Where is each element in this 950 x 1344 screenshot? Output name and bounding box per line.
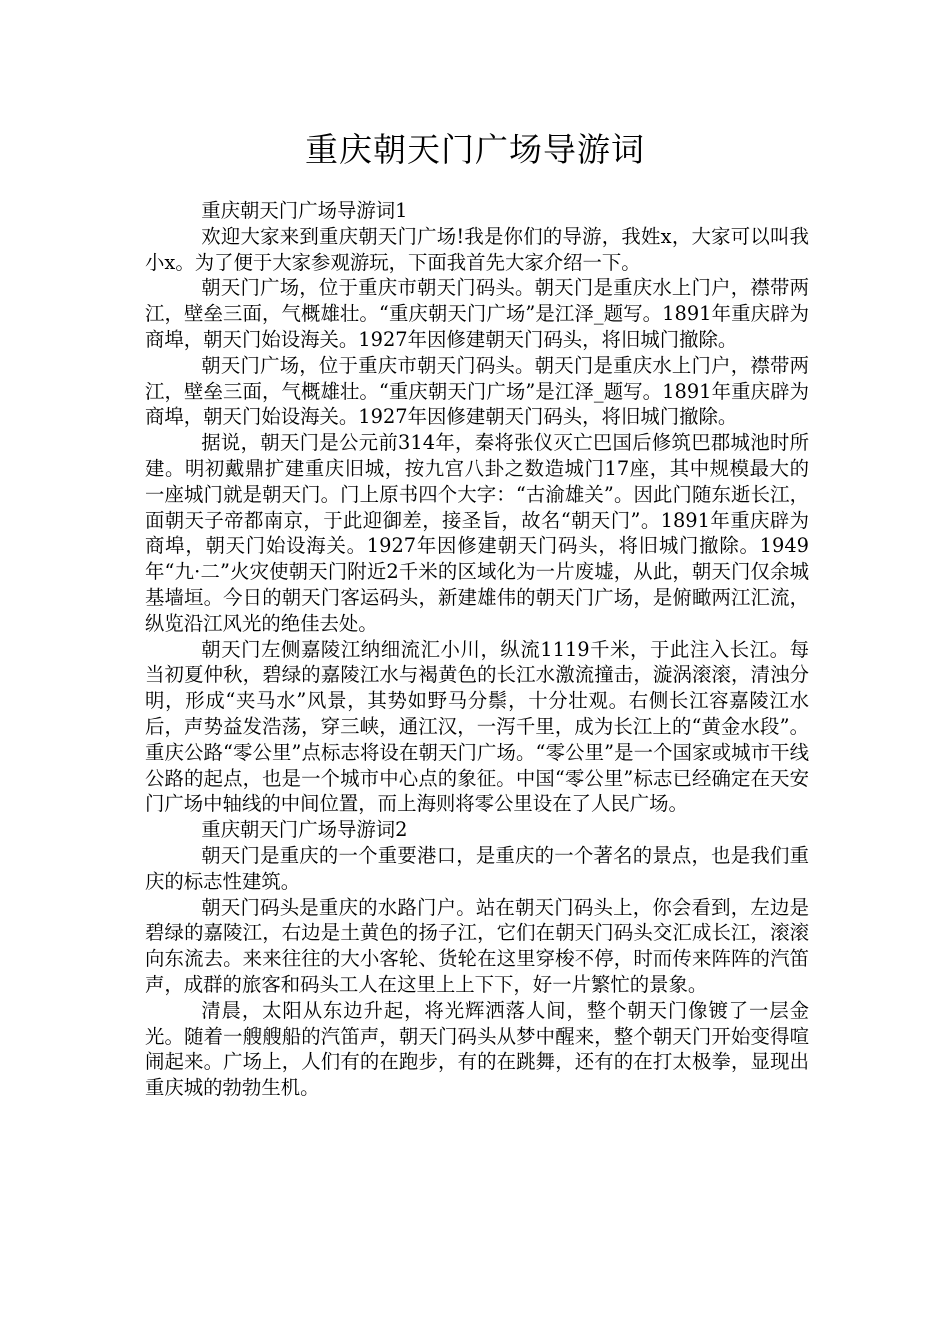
document-body bbox=[145, 198, 809, 1101]
paragraph-port: 朝天门是重庆的一个重要港口，是重庆的一个著名的景点，也是我们重庆的标志性建筑。 bbox=[145, 843, 809, 893]
document-title: 重庆朝天门广场导游词 bbox=[305, 130, 645, 169]
paragraph-square-location-repeat: 朝天门广场，位于重庆市朝天门码头。朝天门是重庆水上门户，襟带两江，壁垒三面，气概雄壮。“重庆朝天门广场”是江泽_题写。1891年重庆辟为商埠，朝天门始设海关。1927年因修建朝天门码头，将旧城门撤除。 bbox=[145, 353, 809, 429]
paragraph-square-location: 朝天门广场，位于重庆市朝天门码头。朝天门是重庆水上门户，襟带两江，壁垒三面，气概雄壮。“重庆朝天门广场”是江泽_题写。1891年重庆辟为商埠，朝天门始设海关。1927年因修建朝天门码头，将旧城门撤除。 bbox=[145, 276, 809, 351]
section-heading-2: 重庆朝天门广场导游词2 bbox=[201, 818, 408, 842]
section-heading-1: 重庆朝天门广场导游词1 bbox=[201, 199, 408, 222]
paragraph-rivers: 朝天门左侧嘉陵江纳细流汇小川，纵流1119千米，于此注入长江。每当初夏仲秋，碧绿的嘉陵江水与褐黄色的长江水激流撞击，漩涡滚滚，清浊分明，形成“夹马水”风景，其势如野马分鬃，十分壮观。右侧长江容嘉陵江水后，声势益发浩荡，穿三峡，通江汉，一泻千里，成为长江上的“黄金水段”。重庆公路“零公里”点标志将设在朝天门广场。“零公里”是一个国家或城市干线公路的起点，也是一个城市中心点的象征。中国“零公里”标志已经确定在天安门广场中轴线的中间位置，而上海则将零公里设在了人民广场。 bbox=[145, 637, 809, 816]
paragraph-morning: 清晨，太阳从东边升起，将光辉洒落人间，整个朝天门像镀了一层金光。随着一艘艘船的汽笛声，朝天门码头从梦中醒来，整个朝天门开始变得喧闹起来。广场上，人们有的在跑步，有的在跳舞，还有的在打太极拳，显现出重庆城的勃勃生机。 bbox=[145, 998, 809, 1100]
paragraph-dock: 朝天门码头是重庆的水路门户。站在朝天门码头上，你会看到，左边是碧绿的嘉陵江，右边是土黄色的扬子江，它们在朝天门码头交汇成长江，滚滚向东流去。来来往往的大小客轮、货轮在这里穿梭不停，时而传来阵阵的汽笛声，成群的旅客和码头工人在这里上上下下，好一片繁忙的景象。 bbox=[145, 895, 809, 996]
paragraph-welcome: 欢迎大家来到重庆朝天门广场!我是你们的导游，我姓x，大家可以叫我小x。为了便于大家参观游玩，下面我首先大家介绍一下。 bbox=[145, 224, 809, 274]
paragraph-history: 据说，朝天门是公元前314年，秦将张仪灭亡巴国后修筑巴郡城池时所建。明初戴鼎扩建重庆旧城，按九宫八卦之数造城门17座，其中规模最大的一座城门就是朝天门。门上原书四个大字：“古渝雄关”。因此门随东逝长江，面朝天子帝都南京，于此迎御差，接圣旨，故名“朝天门”。1891年重庆辟为商埠，朝天门始设海关。1927年因修建朝天门码头，将旧城门撤除。1949年“九·二”火灾使朝天门附近2千米的区域化为一片废墟，从此，朝天门仅余城基墙垣。今日的朝天门客运码头，新建雄伟的朝天门广场，是俯瞰两江汇流，纵览沿江风光的绝佳去处。 bbox=[145, 431, 809, 635]
